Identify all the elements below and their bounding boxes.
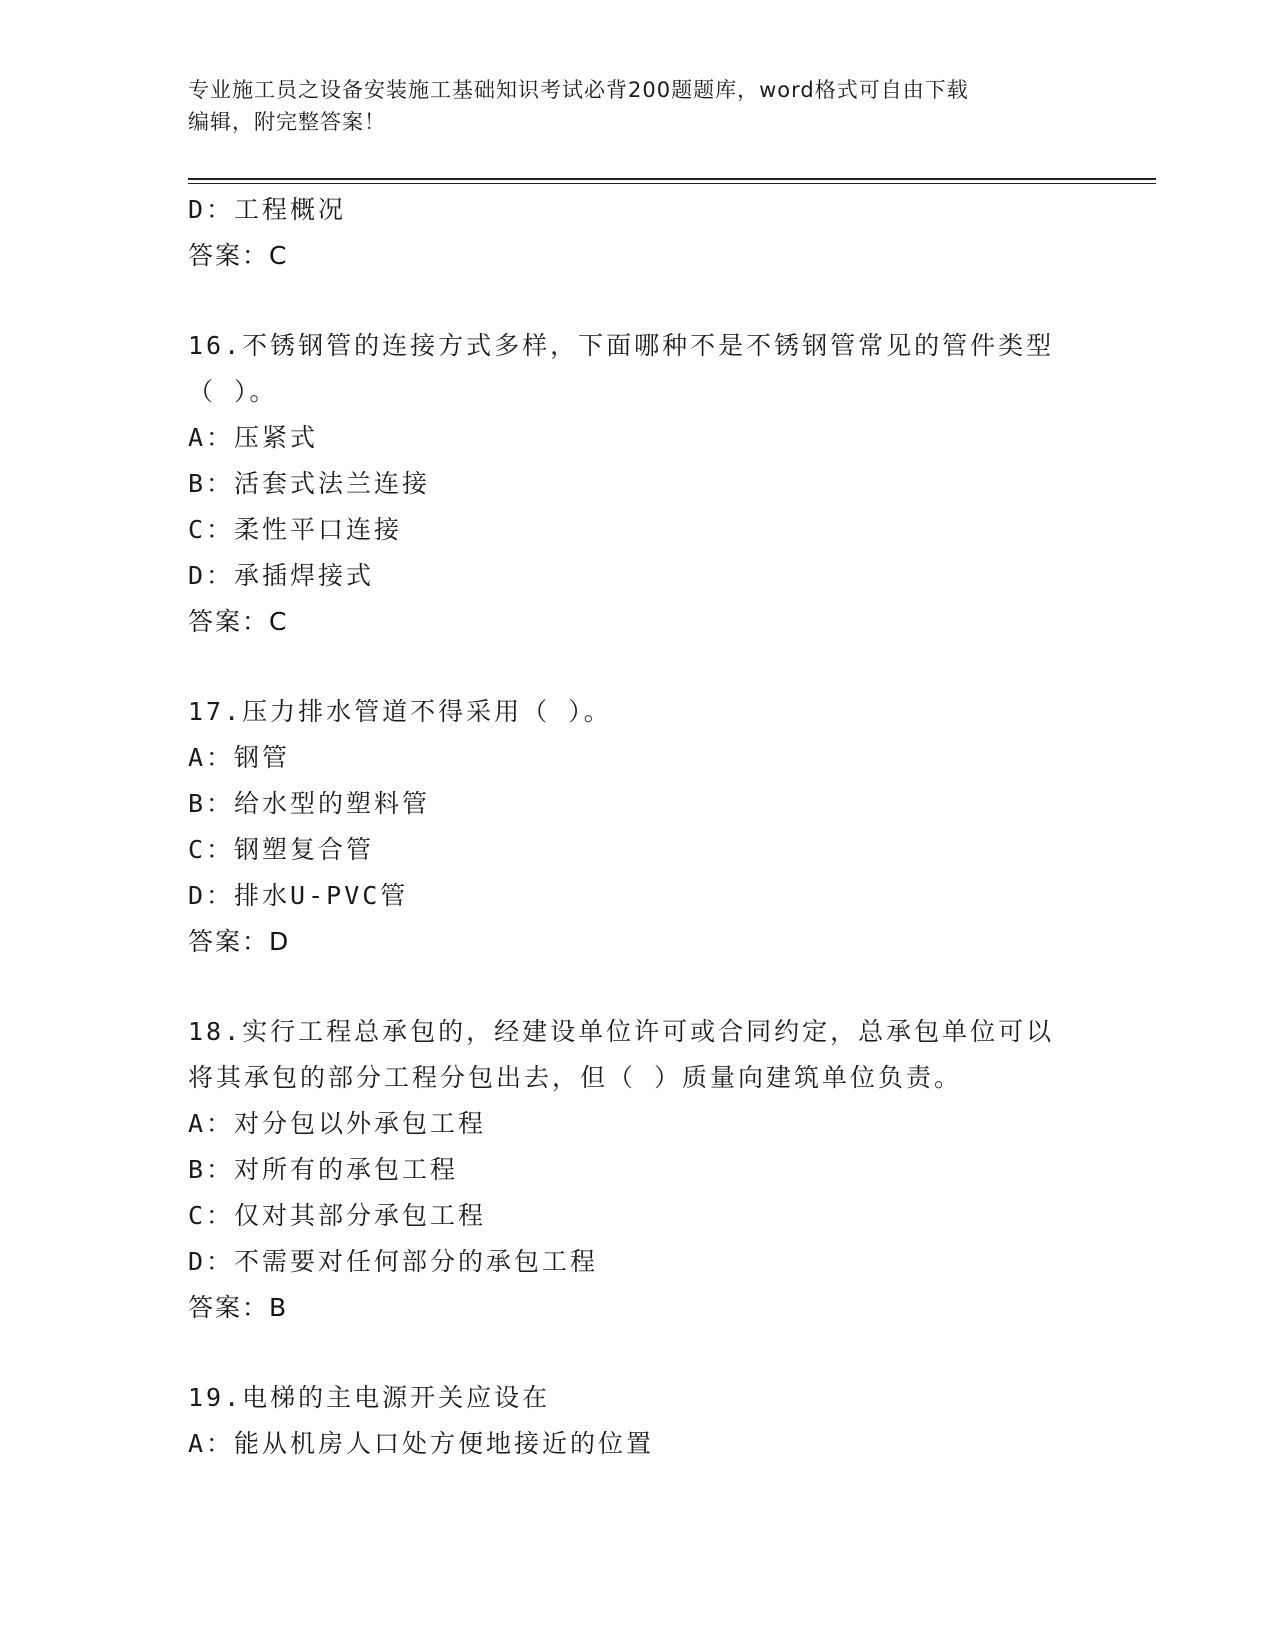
question-stem-continued: （ ）。 — [188, 377, 278, 406]
option-a: A：压紧式 — [188, 423, 319, 452]
previous-question-tail — [188, 187, 1088, 279]
option-b: B：给水型的塑料管 — [188, 789, 431, 818]
option-a: A：钢管 — [188, 743, 291, 772]
answer-line: 答案：C — [188, 241, 289, 270]
document-body — [188, 187, 1088, 1467]
option-a: A：能从机房人口处方便地接近的位置 — [188, 1429, 655, 1458]
option-d: D：承插焊接式 — [188, 561, 375, 590]
header-divider-thin — [188, 183, 1156, 184]
option-c: C：柔性平口连接 — [188, 515, 403, 544]
document-header — [188, 74, 1088, 138]
option-c: C：仅对其部分承包工程 — [188, 1201, 487, 1230]
question-16 — [188, 323, 1088, 645]
option-a: A：对分包以外承包工程 — [188, 1109, 487, 1138]
question-18 — [188, 1009, 1088, 1331]
header-line-2: 编辑，附完整答案！ — [188, 110, 386, 134]
answer-line: 答案：B — [188, 1293, 289, 1322]
question-stem: 17.压力排水管道不得采用（ ）。 — [188, 697, 612, 726]
option-d: D：不需要对任何部分的承包工程 — [188, 1247, 599, 1276]
header-line-1: 专业施工员之设备安装施工基础知识考试必背200题题库，word格式可自由下载 — [188, 78, 969, 102]
question-stem: 19.电梯的主电源开关应设在 — [188, 1383, 551, 1412]
option-d: D：工程概况 — [188, 195, 347, 224]
header-divider-thick — [188, 178, 1156, 180]
question-17 — [188, 689, 1088, 965]
option-d: D：排水U-PVC管 — [188, 881, 409, 910]
question-stem: 16.不锈钢管的连接方式多样，下面哪种不是不锈钢管常见的管件类型 — [188, 331, 1055, 360]
question-stem: 18.实行工程总承包的，经建设单位许可或合同约定，总承包单位可以 — [188, 1017, 1055, 1046]
option-b: B：活套式法兰连接 — [188, 469, 431, 498]
answer-line: 答案：C — [188, 607, 289, 636]
option-c: C：钢塑复合管 — [188, 835, 375, 864]
option-b: B：对所有的承包工程 — [188, 1155, 459, 1184]
question-19 — [188, 1375, 1088, 1467]
answer-line: 答案：D — [188, 927, 291, 956]
question-stem-continued: 将其承包的部分工程分包出去，但（ ）质量向建筑单位负责。 — [188, 1063, 963, 1092]
